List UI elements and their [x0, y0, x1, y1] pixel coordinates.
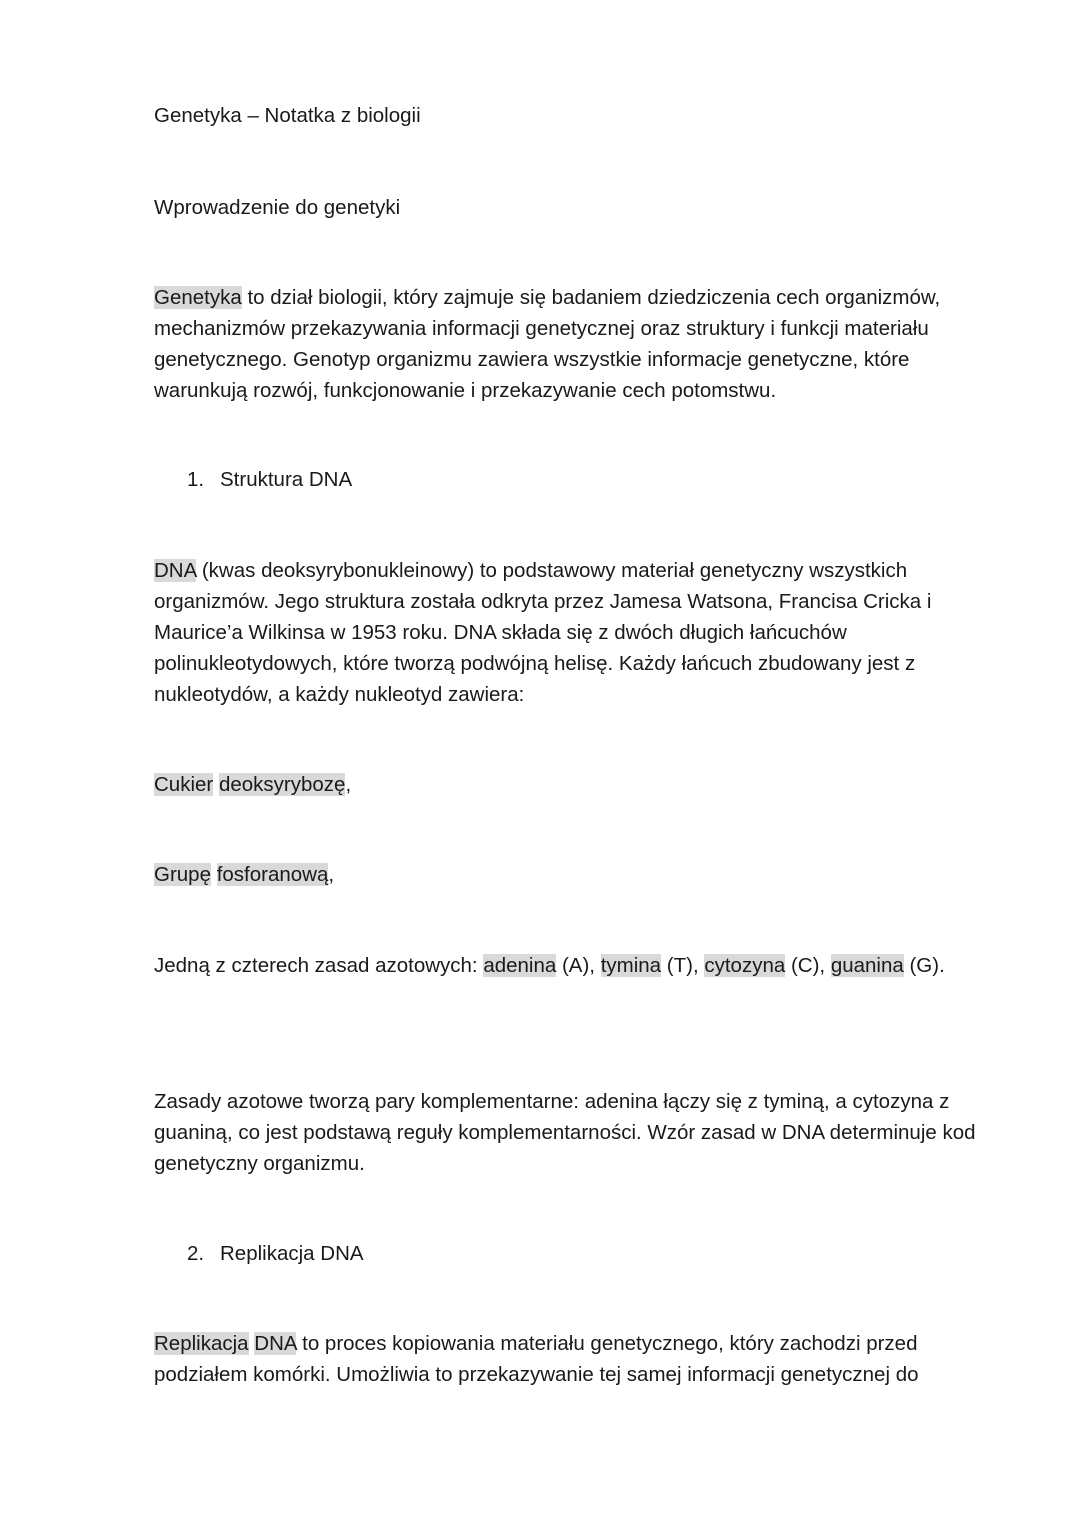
replication-line-1: Replikacja DNA to proces kopiowania materiału genetycznego, który zachodzi przed [154, 1332, 918, 1355]
highlight-dna-2: DNA [254, 1332, 297, 1355]
document-title: Genetyka – Notatka z biologii [154, 104, 421, 127]
dna-line-5: nukleotydów, a każdy nukleotyd zawiera: [154, 683, 525, 706]
pairing-line-3: genetyczny organizmu. [154, 1152, 365, 1175]
list-number: 2. [187, 1242, 205, 1265]
intro-line-3: genetycznego. Genotyp organizmu zawiera wszystkie informacje genetyczne, które [154, 348, 910, 371]
highlight-grupe: Grupę [154, 863, 211, 886]
highlight-cytozyna: cytozyna [704, 954, 786, 977]
highlight-guanina: guanina [830, 954, 904, 977]
section-heading-replication [154, 1238, 364, 1269]
intro-line-2: mechanizmów przekazywania informacji genetycznej oraz struktury i funkcji materiału [154, 317, 929, 340]
highlight-cukier: Cukier [154, 773, 214, 796]
dna-paragraph [154, 555, 1014, 710]
intro-paragraph [154, 282, 1014, 406]
section-title: Replikacja DNA [220, 1242, 364, 1265]
dna-line-4: polinukleotydowych, które tworzą podwójną helisę. Każdy łańcuch zbudowany jest z [154, 652, 916, 675]
replication-paragraph [154, 1328, 1014, 1390]
highlight-adenina: adenina [483, 954, 557, 977]
section-heading-structure [154, 464, 352, 495]
intro-line-4: warunkują rozwój, funkcjonowanie i przekazywanie cech potomstwu. [154, 379, 777, 402]
pairing-paragraph [154, 1086, 1014, 1179]
dna-line-2: organizmów. Jego struktura została odkryta przez Jamesa Watsona, Francisa Cricka i [154, 590, 932, 613]
component-sugar: Cukier deoksyrybozę, [154, 773, 352, 796]
highlight-deoksyryboze: deoksyrybozę [218, 773, 346, 796]
pairing-line-2: guaniną, co jest podstawą reguły komplementarności. Wzór zasad w DNA determinuje kod [154, 1121, 976, 1144]
dna-line-1: DNA (kwas deoksyrybonukleinowy) to podstawowy materiał genetyczny wszystkich [154, 559, 908, 582]
list-number: 1. [187, 468, 205, 491]
highlight-dna: DNA [154, 559, 197, 582]
highlight-genetyka: Genetyka [154, 286, 242, 309]
component-phosphate: Grupę fosforanową, [154, 863, 335, 886]
highlight-tymina: tymina [600, 954, 662, 977]
replication-line-2: podziałem komórki. Umożliwia to przekazywanie tej samej informacji genetycznej do [154, 1363, 919, 1386]
pairing-line-1: Zasady azotowe tworzą pary komplementarne: adenina łączy się z tyminą, a cytozyna z [154, 1090, 950, 1113]
section-title: Struktura DNA [220, 468, 353, 491]
component-bases: Jedną z czterech zasad azotowych: adenina (A), tymina (T), cytozyna (C), guanina (G). [154, 954, 945, 977]
intro-line-1: Genetyka to dział biologii, który zajmuje się badaniem dziedziczenia cech organizmów, [154, 286, 941, 309]
dna-line-3: Maurice’a Wilkinsa w 1953 roku. DNA składa się z dwóch długich łańcuchów [154, 621, 847, 644]
highlight-replikacja: Replikacja [154, 1332, 249, 1355]
intro-heading: Wprowadzenie do genetyki [154, 196, 401, 219]
highlight-fosforanowa: fosforanową [216, 863, 329, 886]
